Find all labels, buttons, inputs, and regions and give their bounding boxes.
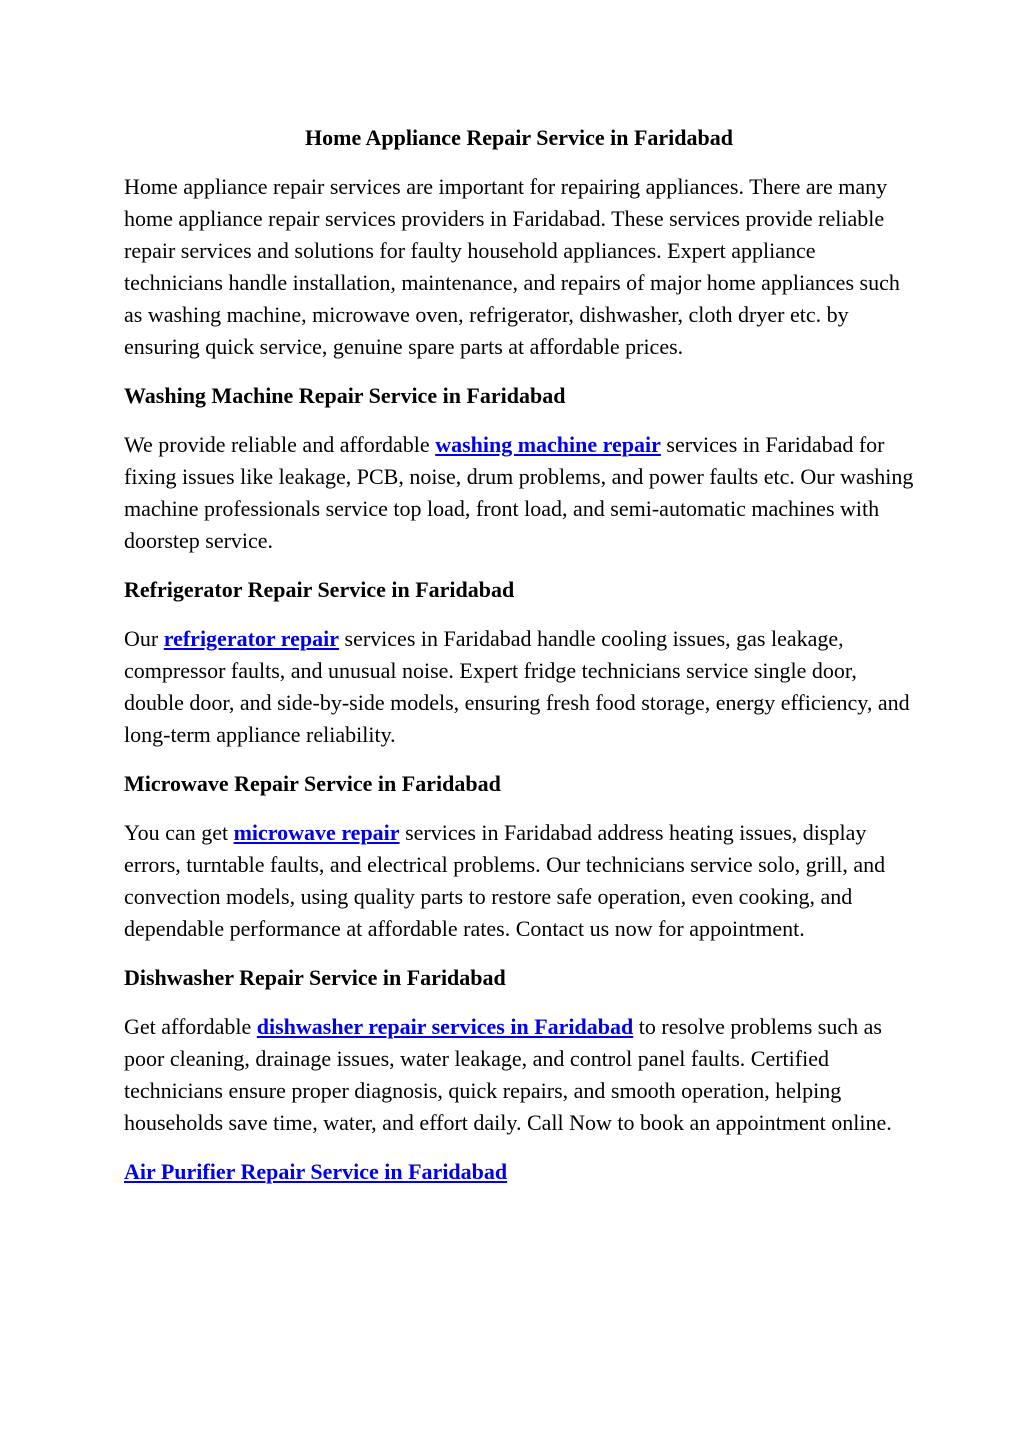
microwave-repair-link[interactable]: microwave repair [233,820,400,845]
refrigerator-paragraph [124,623,914,751]
refrigerator-text-before: Our [124,626,164,651]
air-purifier-heading [124,1156,914,1188]
microwave-paragraph [124,817,914,945]
dishwasher-heading: Dishwasher Repair Service in Faridabad [124,965,506,990]
washing-machine-paragraph [124,429,914,557]
dishwasher-paragraph [124,1011,914,1139]
washing-machine-text-before: We provide reliable and affordable [124,432,436,457]
document-page [124,122,914,1205]
microwave-text-before: You can get [124,820,234,845]
dishwasher-text-before: Get affordable [124,1014,257,1039]
refrigerator-repair-link[interactable]: refrigerator repair [163,626,340,651]
intro-paragraph: Home appliance repair services are important for repairing appliances. There are many home appliance repair services providers in Faridabad. These services provide reliable repair services and solutions for faulty household appliances. Expert appliance technicians handle installation, maintenance, and repairs of major home appliances such as washing machine, microwave oven, refrigerator, dishwasher, cloth dryer etc. by ensuring quick service, genuine spare parts at affordable prices. [124,174,900,359]
refrigerator-heading: Refrigerator Repair Service in Faridabad [124,577,515,602]
air-purifier-repair-link[interactable]: Air Purifier Repair Service in Faridabad [124,1159,508,1184]
washing-machine-heading: Washing Machine Repair Service in Faridabad [124,383,566,408]
dishwasher-text-after: to resolve problems such as poor cleaning, drainage issues, water leakage, and control panel faults. Certified technicians ensure proper diagnosis, quick repairs, and smooth operation, helping households save time, water, and effort daily. Call Now to book an appointment online. [124,1014,892,1135]
refrigerator-text-after: services in Faridabad handle cooling issues, gas leakage, compressor faults, and unusual noise. Expert fridge technicians service single door, double door, and side-by-side models, ensuring fresh food storage, energy efficiency, and long-term appliance reliability. [124,626,910,747]
microwave-heading: Microwave Repair Service in Faridabad [124,771,501,796]
washing-machine-text-after: services in Faridabad for fixing issues like leakage, PCB, noise, drum problems, and power faults etc. Our washing machine professionals service top load, front load, and semi-automatic machines with doorstep service. [124,432,914,553]
dishwasher-repair-link[interactable]: dishwasher repair services in Faridabad [256,1014,634,1039]
microwave-text-after: services in Faridabad address heating issues, display errors, turntable faults, and electrical problems. Our technicians service solo, grill, and convection models, using quality parts to restore safe operation, even cooking, and dependable performance at affordable rates. Contact us now for appointment. [124,820,886,941]
document-title: Home Appliance Repair Service in Faridabad [305,125,733,150]
washing-machine-repair-link[interactable]: washing machine repair [435,432,661,457]
